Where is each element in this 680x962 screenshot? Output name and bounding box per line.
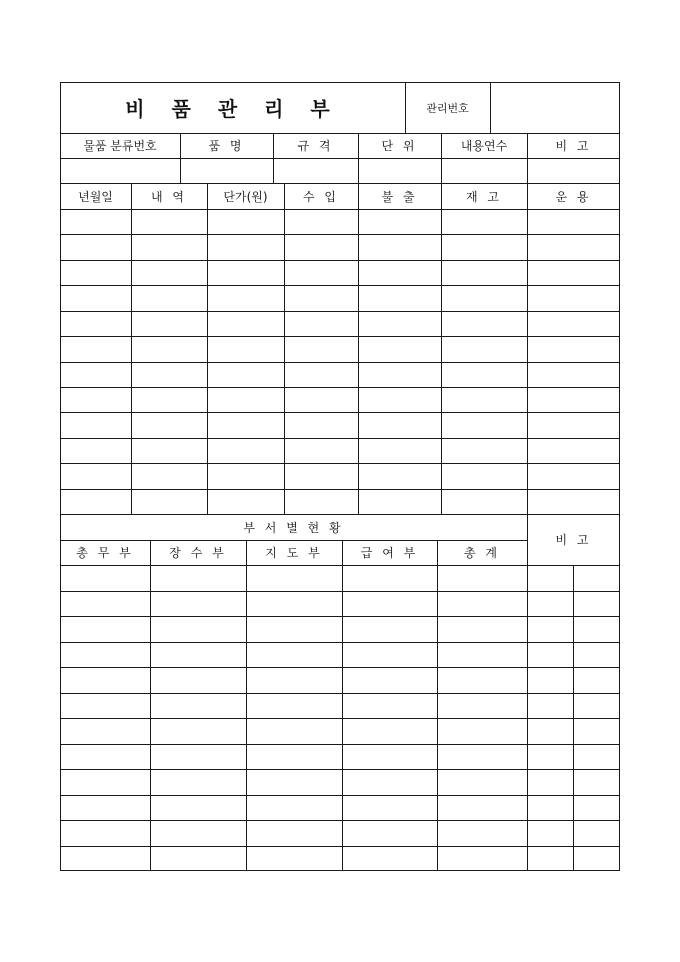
- guidance-cell[interactable]: [246, 616, 342, 642]
- longevity-cell[interactable]: [150, 693, 246, 718]
- issue-cell[interactable]: [358, 260, 441, 285]
- receipt-cell[interactable]: [284, 438, 358, 463]
- remarks-cell[interactable]: [527, 846, 573, 871]
- receipt-cell[interactable]: [284, 209, 358, 234]
- operation-cell[interactable]: [527, 438, 620, 463]
- issue-cell[interactable]: [358, 438, 441, 463]
- guidance-cell[interactable]: [246, 820, 342, 846]
- payroll-cell[interactable]: [342, 642, 437, 667]
- payroll-cell[interactable]: [342, 591, 437, 616]
- total-cell[interactable]: [437, 795, 527, 820]
- remarks-cell[interactable]: [527, 667, 573, 693]
- date-cell[interactable]: [60, 260, 131, 285]
- receipt-cell[interactable]: [284, 311, 358, 336]
- longevity-cell[interactable]: [150, 795, 246, 820]
- issue-cell[interactable]: [358, 412, 441, 438]
- general-affairs-cell[interactable]: [60, 616, 150, 642]
- form-title: 비 품 관 리 부: [125, 97, 340, 121]
- unit-price-cell[interactable]: [207, 463, 284, 489]
- description-cell[interactable]: [131, 362, 207, 387]
- guidance-cell[interactable]: [246, 769, 342, 795]
- remarks-cell[interactable]: [527, 591, 573, 616]
- grid-line: [405, 82, 406, 133]
- stock-cell[interactable]: [441, 387, 527, 412]
- issue-cell[interactable]: [358, 234, 441, 260]
- general-affairs-header: 총 무 부: [76, 546, 134, 560]
- total-cell[interactable]: [437, 565, 527, 591]
- description-cell[interactable]: [131, 260, 207, 285]
- payroll-cell[interactable]: [342, 744, 437, 769]
- classification-number-header: 물품 분류번호: [83, 139, 157, 153]
- payroll-cell[interactable]: [342, 718, 437, 744]
- payroll-cell[interactable]: [342, 616, 437, 642]
- description-cell[interactable]: [131, 285, 207, 311]
- payroll-cell[interactable]: [342, 795, 437, 820]
- useful-life-field[interactable]: [441, 158, 527, 183]
- unit-price-cell[interactable]: [207, 209, 284, 234]
- stock-cell[interactable]: [441, 285, 527, 311]
- general-affairs-cell[interactable]: [60, 718, 150, 744]
- description-cell[interactable]: [131, 489, 207, 514]
- date-cell[interactable]: [60, 209, 131, 234]
- item-name-field[interactable]: [180, 158, 273, 183]
- unit-price-cell[interactable]: [207, 336, 284, 362]
- stock-cell[interactable]: [441, 412, 527, 438]
- date-header: 년월일: [78, 189, 113, 204]
- form-border-bottom: [60, 870, 620, 871]
- issue-cell[interactable]: [358, 311, 441, 336]
- general-affairs-cell[interactable]: [60, 565, 150, 591]
- total-cell[interactable]: [437, 846, 527, 871]
- receipt-cell[interactable]: [284, 260, 358, 285]
- unit-price-cell[interactable]: [207, 285, 284, 311]
- operation-cell[interactable]: [527, 412, 620, 438]
- operation-cell[interactable]: [527, 311, 620, 336]
- date-cell[interactable]: [60, 234, 131, 260]
- remarks-cell[interactable]: [573, 744, 620, 769]
- remarks-cell[interactable]: [573, 795, 620, 820]
- unit-price-cell[interactable]: [207, 412, 284, 438]
- receipt-cell[interactable]: [284, 412, 358, 438]
- remarks-cell[interactable]: [527, 718, 573, 744]
- receipt-cell[interactable]: [284, 463, 358, 489]
- operation-cell[interactable]: [527, 336, 620, 362]
- issue-cell[interactable]: [358, 285, 441, 311]
- total-cell[interactable]: [437, 744, 527, 769]
- management-number-label: 관리번호: [426, 101, 469, 115]
- general-affairs-cell[interactable]: [60, 642, 150, 667]
- specification-header: 규 격: [297, 139, 334, 153]
- description-cell[interactable]: [131, 412, 207, 438]
- guidance-cell[interactable]: [246, 591, 342, 616]
- longevity-cell[interactable]: [150, 820, 246, 846]
- total-cell[interactable]: [437, 718, 527, 744]
- date-cell[interactable]: [60, 285, 131, 311]
- guidance-cell[interactable]: [246, 565, 342, 591]
- date-cell[interactable]: [60, 362, 131, 387]
- remarks-cell[interactable]: [573, 591, 620, 616]
- general-affairs-cell[interactable]: [60, 693, 150, 718]
- payroll-header: 급 여 부: [360, 546, 419, 560]
- unit-price-cell[interactable]: [207, 438, 284, 463]
- date-cell[interactable]: [60, 412, 131, 438]
- remarks-cell[interactable]: [573, 846, 620, 871]
- unit-price-cell[interactable]: [207, 311, 284, 336]
- operation-cell[interactable]: [527, 362, 620, 387]
- longevity-cell[interactable]: [150, 616, 246, 642]
- remarks-cell[interactable]: [527, 565, 573, 591]
- issue-cell[interactable]: [358, 336, 441, 362]
- issue-cell[interactable]: [358, 489, 441, 514]
- description-cell[interactable]: [131, 311, 207, 336]
- general-affairs-cell[interactable]: [60, 795, 150, 820]
- remarks-cell[interactable]: [527, 693, 573, 718]
- total-cell[interactable]: [437, 820, 527, 846]
- unit-price-cell[interactable]: [207, 234, 284, 260]
- operation-cell[interactable]: [527, 285, 620, 311]
- form-border-right: [619, 82, 620, 871]
- total-cell[interactable]: [437, 591, 527, 616]
- stock-cell[interactable]: [441, 234, 527, 260]
- receipt-cell[interactable]: [284, 285, 358, 311]
- unit-price-header: 단가(원): [223, 189, 268, 204]
- longevity-cell[interactable]: [150, 846, 246, 871]
- remarks-cell[interactable]: [573, 616, 620, 642]
- total-cell[interactable]: [437, 693, 527, 718]
- guidance-cell[interactable]: [246, 718, 342, 744]
- description-cell[interactable]: [131, 438, 207, 463]
- longevity-header: 장 수 부: [169, 546, 227, 560]
- longevity-cell[interactable]: [150, 591, 246, 616]
- item-name-header: 품 명: [208, 139, 245, 153]
- issue-cell[interactable]: [358, 209, 441, 234]
- remarks-cell[interactable]: [573, 820, 620, 846]
- stock-cell[interactable]: [441, 489, 527, 514]
- remarks-cell[interactable]: [573, 718, 620, 744]
- payroll-cell[interactable]: [342, 667, 437, 693]
- remarks-cell[interactable]: [573, 693, 620, 718]
- general-affairs-cell[interactable]: [60, 846, 150, 871]
- date-cell[interactable]: [60, 336, 131, 362]
- general-affairs-cell[interactable]: [60, 769, 150, 795]
- operation-cell[interactable]: [527, 463, 620, 489]
- remarks-cell[interactable]: [527, 769, 573, 795]
- longevity-cell[interactable]: [150, 667, 246, 693]
- receipt-header: 수 입: [303, 189, 339, 204]
- remarks-cell[interactable]: [573, 667, 620, 693]
- unit-price-cell[interactable]: [207, 260, 284, 285]
- operation-cell[interactable]: [527, 387, 620, 412]
- description-cell[interactable]: [131, 463, 207, 489]
- classification-number-field[interactable]: [60, 158, 180, 183]
- remarks-cell[interactable]: [527, 616, 573, 642]
- description-cell[interactable]: [131, 336, 207, 362]
- date-cell[interactable]: [60, 311, 131, 336]
- payroll-cell[interactable]: [342, 769, 437, 795]
- payroll-cell[interactable]: [342, 820, 437, 846]
- unit-price-cell[interactable]: [207, 489, 284, 514]
- form-border-top: [60, 82, 620, 83]
- unit-field[interactable]: [358, 158, 441, 183]
- specification-field[interactable]: [273, 158, 358, 183]
- stock-cell[interactable]: [441, 336, 527, 362]
- operation-cell[interactable]: [527, 489, 620, 514]
- unit-price-cell[interactable]: [207, 387, 284, 412]
- issue-cell[interactable]: [358, 463, 441, 489]
- remarks-cell[interactable]: [527, 642, 573, 667]
- date-cell[interactable]: [60, 489, 131, 514]
- stock-cell[interactable]: [441, 311, 527, 336]
- receipt-cell[interactable]: [284, 387, 358, 412]
- unit-price-cell[interactable]: [207, 362, 284, 387]
- grid-line: [60, 158, 620, 159]
- date-cell[interactable]: [60, 387, 131, 412]
- grid-line: [490, 82, 491, 133]
- operation-header: 운 용: [555, 189, 592, 204]
- description-cell[interactable]: [131, 209, 207, 234]
- management-number-field[interactable]: [490, 82, 620, 133]
- description-cell[interactable]: [131, 387, 207, 412]
- stock-cell[interactable]: [441, 362, 527, 387]
- remarks-field[interactable]: [527, 158, 620, 183]
- issue-cell[interactable]: [358, 387, 441, 412]
- general-affairs-cell[interactable]: [60, 591, 150, 616]
- receipt-cell[interactable]: [284, 234, 358, 260]
- guidance-cell[interactable]: [246, 642, 342, 667]
- general-affairs-cell[interactable]: [60, 744, 150, 769]
- general-affairs-cell[interactable]: [60, 820, 150, 846]
- guidance-cell[interactable]: [246, 795, 342, 820]
- unit-header: 단 위: [381, 139, 418, 153]
- payroll-cell[interactable]: [342, 565, 437, 591]
- issue-header: 불 출: [381, 189, 418, 204]
- remarks-cell[interactable]: [573, 769, 620, 795]
- operation-cell[interactable]: [527, 234, 620, 260]
- longevity-cell[interactable]: [150, 565, 246, 591]
- guidance-cell[interactable]: [246, 693, 342, 718]
- stock-cell[interactable]: [441, 438, 527, 463]
- receipt-cell[interactable]: [284, 336, 358, 362]
- stock-cell[interactable]: [441, 209, 527, 234]
- total-header: 총 계: [464, 546, 500, 560]
- guidance-cell[interactable]: [246, 744, 342, 769]
- total-cell[interactable]: [437, 616, 527, 642]
- description-header: 내 역: [151, 189, 187, 204]
- longevity-cell[interactable]: [150, 718, 246, 744]
- useful-life-header: 내용연수: [460, 139, 508, 153]
- total-cell[interactable]: [437, 667, 527, 693]
- receipt-cell[interactable]: [284, 489, 358, 514]
- guidance-cell[interactable]: [246, 846, 342, 871]
- longevity-cell[interactable]: [150, 744, 246, 769]
- operation-cell[interactable]: [527, 209, 620, 234]
- payroll-cell[interactable]: [342, 693, 437, 718]
- remarks-cell[interactable]: [527, 795, 573, 820]
- date-cell[interactable]: [60, 438, 131, 463]
- remarks-cell[interactable]: [527, 820, 573, 846]
- issue-cell[interactable]: [358, 362, 441, 387]
- guidance-cell[interactable]: [246, 667, 342, 693]
- remarks-header: 비 고: [555, 139, 592, 153]
- general-affairs-cell[interactable]: [60, 667, 150, 693]
- department-status-header: 부 서 별 현 황: [243, 520, 344, 535]
- department-remarks-header: 비 고: [555, 533, 592, 547]
- property-management-ledger-form: [60, 82, 620, 871]
- payroll-cell[interactable]: [342, 846, 437, 871]
- stock-header: 재 고: [466, 189, 502, 204]
- stock-cell[interactable]: [441, 463, 527, 489]
- remarks-cell[interactable]: [573, 565, 620, 591]
- stock-cell[interactable]: [441, 260, 527, 285]
- total-cell[interactable]: [437, 769, 527, 795]
- description-cell[interactable]: [131, 234, 207, 260]
- longevity-cell[interactable]: [150, 769, 246, 795]
- remarks-cell[interactable]: [573, 642, 620, 667]
- guidance-header: 지 도 부: [265, 546, 323, 560]
- date-cell[interactable]: [60, 463, 131, 489]
- receipt-cell[interactable]: [284, 362, 358, 387]
- total-cell[interactable]: [437, 642, 527, 667]
- remarks-cell[interactable]: [527, 744, 573, 769]
- operation-cell[interactable]: [527, 260, 620, 285]
- longevity-cell[interactable]: [150, 642, 246, 667]
- form-border-left: [60, 82, 61, 871]
